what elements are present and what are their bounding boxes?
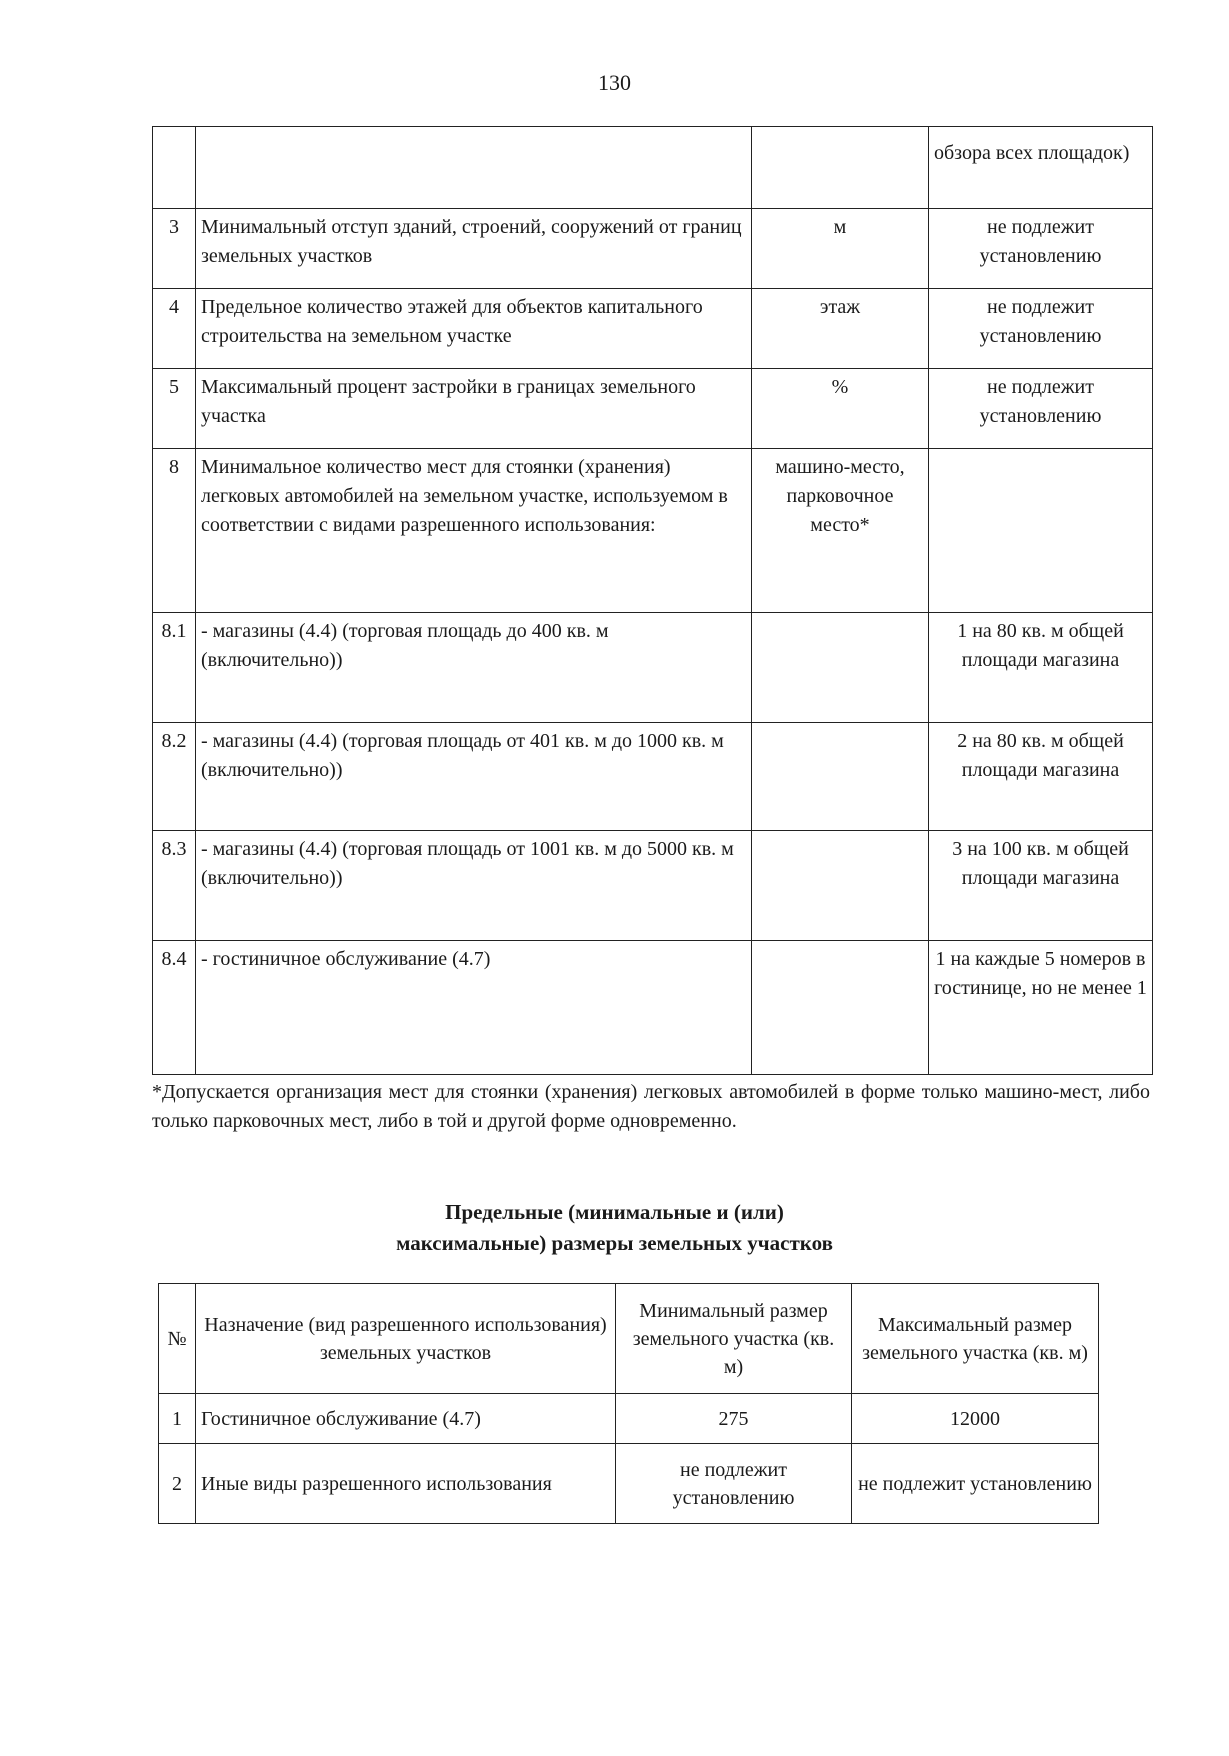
parameter-name: Максимальный процент застройки в границах земельного участка bbox=[196, 369, 752, 449]
table-row bbox=[153, 127, 1153, 209]
unit bbox=[752, 941, 929, 1075]
value: обзора всех площадок) bbox=[929, 127, 1153, 209]
table-row bbox=[153, 449, 1153, 613]
parameter-name: - магазины (4.4) (торговая площадь от 1001 кв. м до 5000 кв. м (включительно)) bbox=[196, 831, 752, 941]
value: 1 на 80 кв. м общей площади магазина bbox=[929, 613, 1153, 723]
row-number: 8.1 bbox=[153, 613, 196, 723]
page-number: 130 bbox=[598, 70, 631, 95]
header-min-size: Минимальный размер земельного участка (кв. м) bbox=[616, 1284, 852, 1394]
max-size: 12000 bbox=[852, 1394, 1099, 1444]
value: не подлежит установлению bbox=[929, 289, 1153, 369]
unit bbox=[752, 127, 929, 209]
row-number: 8.4 bbox=[153, 941, 196, 1075]
table-row bbox=[153, 289, 1153, 369]
section-title-line-2: максимальные) размеры земельных участков bbox=[396, 1231, 833, 1255]
unit bbox=[752, 831, 929, 941]
table-row bbox=[159, 1394, 1099, 1444]
row-number: 8 bbox=[153, 449, 196, 613]
row-number: 3 bbox=[153, 209, 196, 289]
parameter-name: - гостиничное обслуживание (4.7) bbox=[196, 941, 752, 1075]
parameter-name: - магазины (4.4) (торговая площадь до 400 кв. м (включительно)) bbox=[196, 613, 752, 723]
parameter-name: Минимальное количество мест для стоянки (хранения) легковых автомобилей на земельном участке, используемом в соответствии с видами разрешенного использования: bbox=[196, 449, 752, 613]
unit: % bbox=[752, 369, 929, 449]
unit: этаж bbox=[752, 289, 929, 369]
header-purpose: Назначение (вид разрешенного использования) земельных участков bbox=[196, 1284, 616, 1394]
table-row bbox=[153, 369, 1153, 449]
header-num: № bbox=[159, 1284, 196, 1394]
min-size: 275 bbox=[616, 1394, 852, 1444]
table-row bbox=[159, 1444, 1099, 1524]
purpose: Иные виды разрешенного использования bbox=[196, 1444, 616, 1524]
header-row bbox=[159, 1284, 1099, 1394]
parameter-name: Минимальный отступ зданий, строений, сооружений от границ земельных участков bbox=[196, 209, 752, 289]
table-row bbox=[153, 209, 1153, 289]
parameters-table bbox=[152, 126, 1153, 1075]
unit bbox=[752, 613, 929, 723]
max-size: не подлежит установлению bbox=[852, 1444, 1099, 1524]
header-max-size: Максимальный размер земельного участка (кв. м) bbox=[852, 1284, 1099, 1394]
value: 1 на каждые 5 номеров в гостинице, но не менее 1 bbox=[929, 941, 1153, 1075]
table-row bbox=[153, 723, 1153, 831]
row-number: 1 bbox=[159, 1394, 196, 1444]
table-row bbox=[153, 831, 1153, 941]
parameter-name: Предельное количество этажей для объектов капитального строительства на земельном участке bbox=[196, 289, 752, 369]
row-number: 8.3 bbox=[153, 831, 196, 941]
section-title bbox=[0, 1197, 1229, 1259]
value: 2 на 80 кв. м общей площади магазина bbox=[929, 723, 1153, 831]
land-plot-sizes-table bbox=[158, 1283, 1099, 1524]
unit bbox=[752, 723, 929, 831]
min-size: не подлежит установлению bbox=[616, 1444, 852, 1524]
row-number: 5 bbox=[153, 369, 196, 449]
row-number: 4 bbox=[153, 289, 196, 369]
parameter-name: - магазины (4.4) (торговая площадь от 401 кв. м до 1000 кв. м (включительно)) bbox=[196, 723, 752, 831]
purpose: Гостиничное обслуживание (4.7) bbox=[196, 1394, 616, 1444]
value: не подлежит установлению bbox=[929, 209, 1153, 289]
section-title-line-1: Предельные (минимальные и (или) bbox=[445, 1200, 784, 1224]
table-row bbox=[153, 613, 1153, 723]
value: не подлежит установлению bbox=[929, 369, 1153, 449]
row-number: 2 bbox=[159, 1444, 196, 1524]
value: 3 на 100 кв. м общей площади магазина bbox=[929, 831, 1153, 941]
table-row bbox=[153, 941, 1153, 1075]
unit: м bbox=[752, 209, 929, 289]
value bbox=[929, 449, 1153, 613]
row-number bbox=[153, 127, 196, 209]
unit: машино-место, парковочное место* bbox=[752, 449, 929, 613]
row-number: 8.2 bbox=[153, 723, 196, 831]
parameter-name bbox=[196, 127, 752, 209]
footnote: *Допускается организация мест для стоянки (хранения) легковых автомобилей в форме только машино-мест, либо только парковочных мест, либо в той и другой форме одновременно. bbox=[152, 1081, 1150, 1132]
